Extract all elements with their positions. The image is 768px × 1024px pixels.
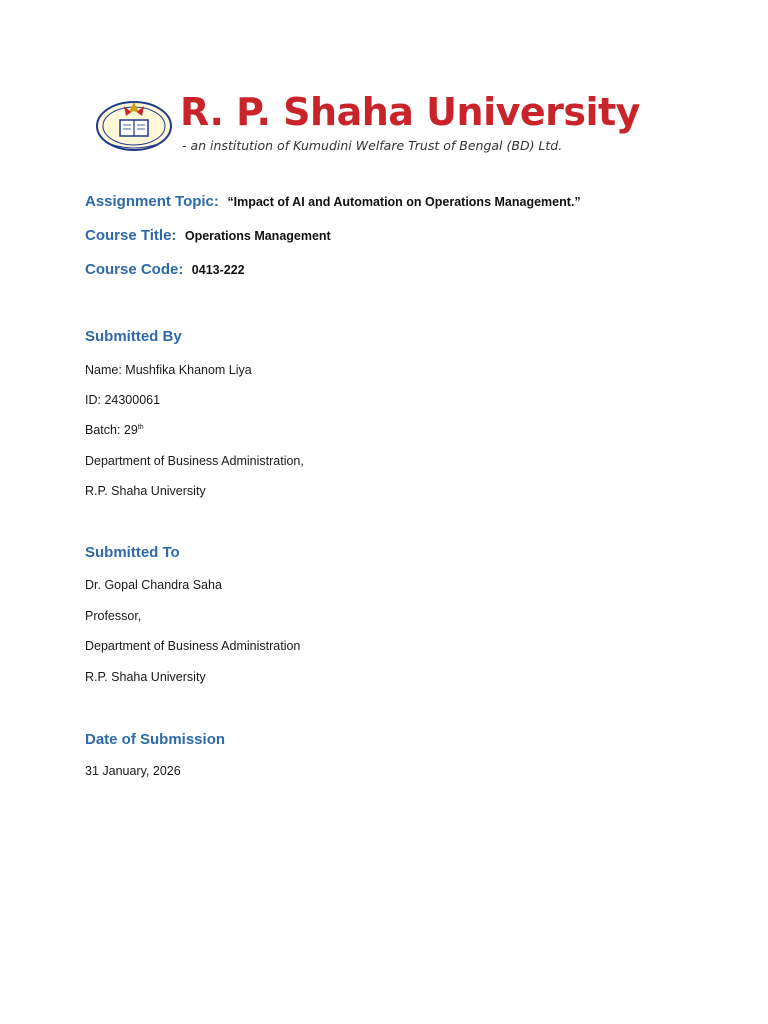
course-title-label: Course Title: (85, 227, 177, 244)
student-name: Name: Mushfika Khanom Liya (85, 363, 252, 377)
teacher-department: Department of Business Administration (85, 639, 301, 653)
university-header (94, 90, 640, 160)
course-title-row (85, 227, 331, 245)
assignment-topic-row (85, 193, 581, 211)
batch-suffix: th (137, 423, 144, 431)
submission-date: 31 January, 2026 (85, 764, 181, 778)
assignment-topic-label: Assignment Topic: (85, 193, 219, 210)
student-department: Department of Business Administration, (85, 454, 304, 468)
date-of-submission-heading: Date of Submission (85, 731, 226, 748)
course-code-row (85, 261, 245, 279)
university-tagline: - an institution of Kumudini Welfare Trust of Bengal (BD) Ltd. (182, 138, 563, 153)
university-name: R. P. Shaha University (180, 90, 640, 134)
assignment-topic-value: “Impact of AI and Automation on Operations Management.” (227, 195, 581, 209)
batch-text: Batch: 29 (85, 423, 138, 437)
teacher-title: Professor, (85, 609, 142, 623)
teacher-university: R.P. Shaha University (85, 670, 206, 684)
student-batch (85, 423, 144, 437)
course-title-value: Operations Management (184, 229, 331, 243)
student-id: ID: 24300061 (85, 393, 161, 407)
course-code-label: Course Code: (85, 261, 184, 278)
submitted-by-heading: Submitted By (85, 328, 182, 345)
course-code-value: 0413-222 (191, 263, 245, 277)
university-logo-icon (94, 94, 174, 154)
student-university: R.P. Shaha University (85, 484, 206, 498)
submitted-to-heading: Submitted To (85, 544, 180, 561)
teacher-name: Dr. Gopal Chandra Saha (85, 578, 222, 592)
